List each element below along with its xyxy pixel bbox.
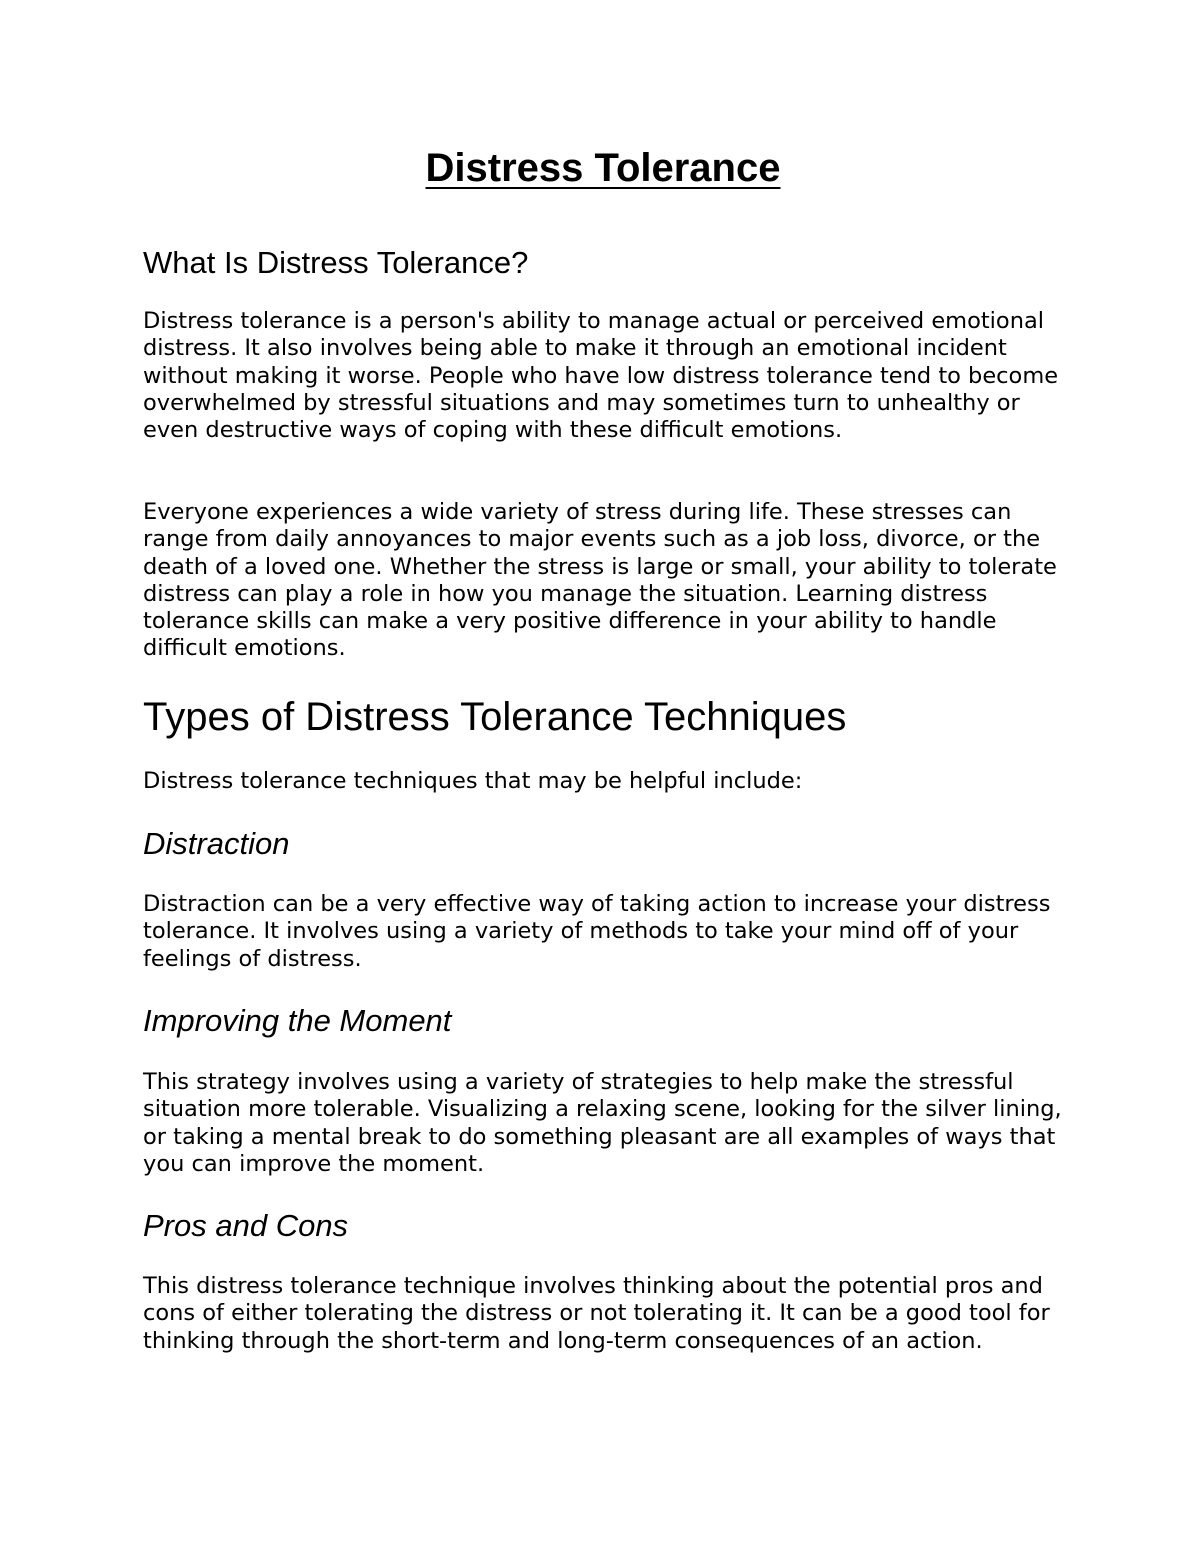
paragraph-definition: Distress tolerance is a person's ability to manage actual or perceived emotional distress. It also involves being able to make it through an emotional incident without making it worse. People who have low distress tolerance tend to become overwhelmed by stressful situations and may sometimes turn to unhealthy or even destructive ways of coping with these difficult emotions.: [143, 308, 1059, 444]
paragraph-types-intro: Distress tolerance techniques that may be helpful include:: [143, 768, 803, 794]
heading-pros-cons: Pros and Cons: [143, 1208, 349, 1243]
heading-distraction: Distraction: [143, 826, 290, 861]
heading-what-is: What Is Distress Tolerance?: [143, 245, 529, 280]
document-title: Distress Tolerance: [425, 146, 781, 190]
heading-types: Types of Distress Tolerance Techniques: [143, 695, 847, 739]
paragraph-pros-cons: This distress tolerance technique involves thinking about the potential pros and cons of either tolerating the distress or not tolerating it. It can be a good tool for thinking through the short-term and long-term consequences of an action.: [143, 1273, 1050, 1354]
paragraph-stress-variety: Everyone experiences a wide variety of stress during life. These stresses can range from daily annoyances to major events such as a job loss, divorce, or the death of a loved one. Whether the stress is large or small, your ability to tolerate distress can play a role in how you manage the situation. Learning distress tolerance skills can make a very positive difference in your ability to handle difficult emotions.: [143, 499, 1057, 662]
title-block: [143, 140, 1063, 196]
heading-improving-moment: Improving the Moment: [143, 1003, 452, 1038]
paragraph-improving-moment: This strategy involves using a variety of strategies to help make the stressful situation more tolerable. Visualizing a relaxing scene, looking for the silver lining, or taking a mental break to do something pleasant are all examples of ways that you can improve the moment.: [143, 1069, 1062, 1177]
paragraph-distraction: Distraction can be a very effective way of taking action to increase your distress tolerance. It involves using a variety of methods to take your mind off of your feelings of distress.: [143, 891, 1051, 972]
